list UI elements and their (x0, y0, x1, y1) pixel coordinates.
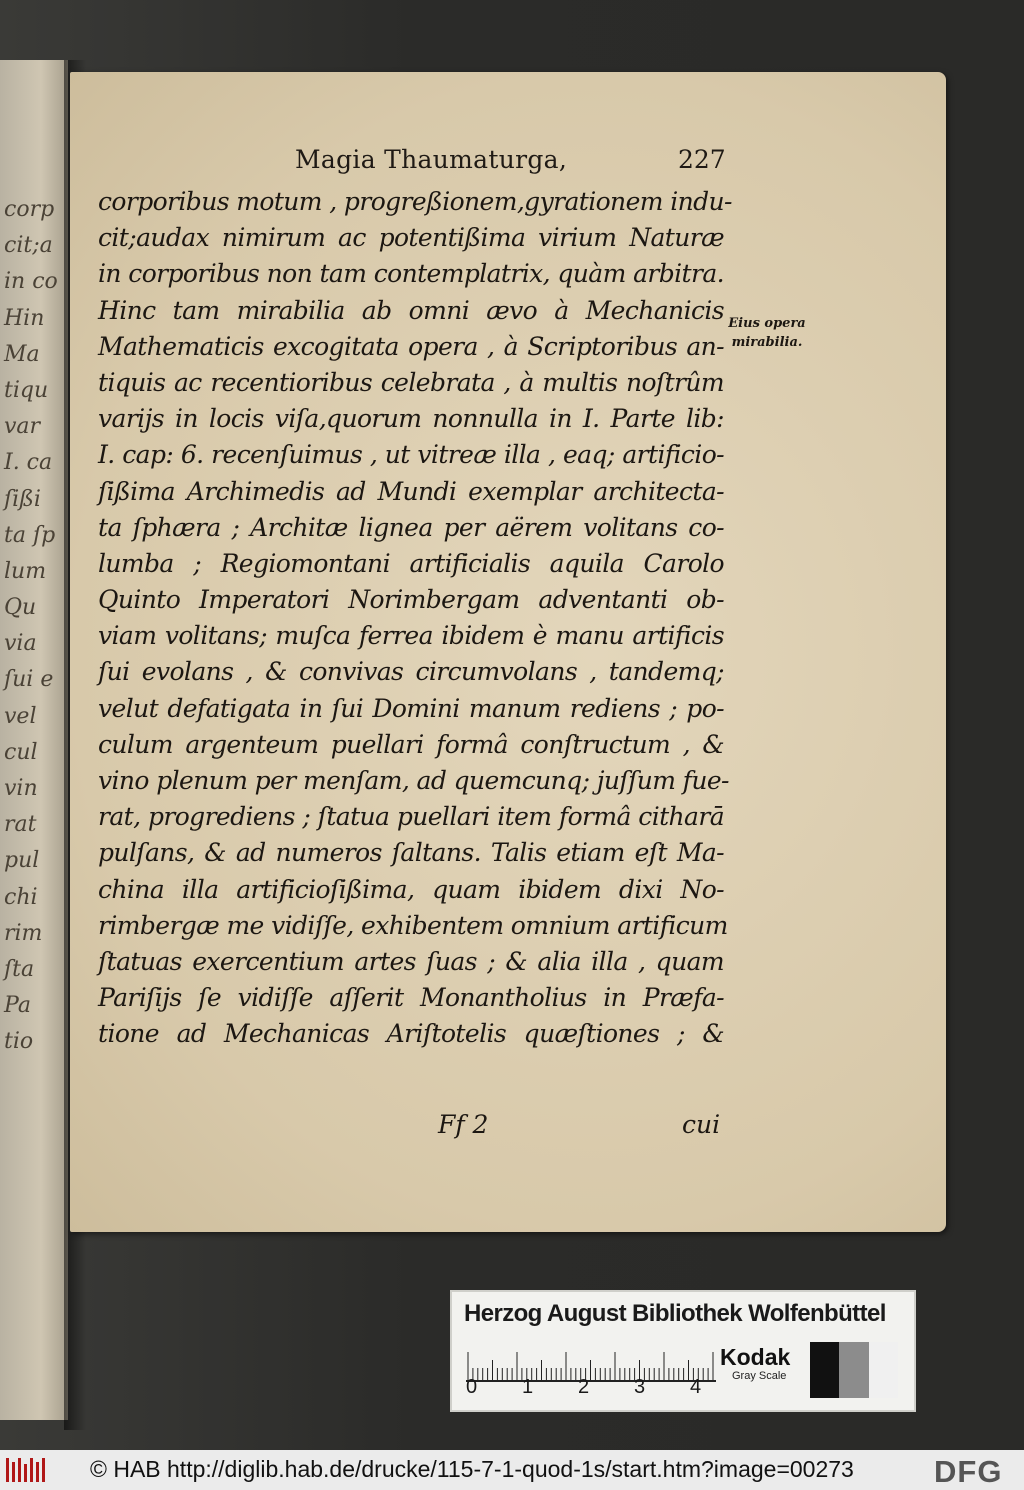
previous-page-fragment: rim (4, 920, 43, 946)
text-line: tione ad Mechanicas Ariſtotelis quæſtiones ; & (98, 1019, 724, 1049)
library-name: Herzog August Bibliothek Wolfenbüttel (464, 1300, 886, 1327)
text-line: ſtatuas exercentium artes ſuas ; & alia illa , quam (98, 946, 724, 976)
text-line: viam volitans; muſca ferrea ibidem è manu artificis (98, 621, 724, 651)
gray-patch (839, 1342, 868, 1398)
previous-page-fragment: ta ſp (4, 522, 56, 548)
previous-page-fragment: corp (4, 197, 55, 222)
ruler-label: 2 (578, 1376, 590, 1398)
text-line: china illa artificioſißima, quam ibidem dixi No- (98, 874, 724, 904)
dfg-logo: DFG (934, 1454, 1003, 1489)
gray-patch (810, 1342, 839, 1398)
previous-page-fragment: in co (4, 269, 58, 295)
text-line: I. cap: 6. recenſuimus , ut vitreæ illa , eaq; artificio- (98, 440, 724, 470)
text-line: rat, progrediens ; ſtatua puellari item formâ citharā (98, 802, 724, 832)
previous-page-fragment: var (4, 414, 41, 440)
text-line: pulſans, & ad numeros ſaltans. Talis etiam eſt Ma- (98, 838, 724, 868)
running-head: Magia Thaumaturga, (295, 145, 568, 174)
previous-page-fragment: cul (4, 739, 38, 765)
previous-page-fragment: rat (4, 812, 37, 838)
text-line: ſißima Archimedis ad Mundi exemplar architecta- (98, 476, 724, 506)
signature-mark: Ff 2 (438, 1110, 489, 1139)
ruler-label: 1 (522, 1376, 534, 1398)
text-line: velut defatigata in ſui Domini manum rediens ; po- (98, 693, 724, 723)
ruler-label: 4 (690, 1376, 702, 1398)
text-line: tiquis ac recentioribus celebrata , à multis noſtrûm (98, 367, 724, 397)
previous-page-fragment: ſißi (4, 486, 41, 512)
gray-patch (869, 1342, 898, 1398)
previous-page-fragment: chi (4, 884, 38, 910)
previous-page-fragment: tio (4, 1029, 34, 1055)
footer-bar (0, 1450, 1024, 1490)
previous-page-fragment: cit;a (4, 233, 53, 259)
previous-page-fragment: pul (4, 848, 40, 874)
text-line: culum argenteum puellari formâ conſtructum , & (98, 729, 724, 759)
text-line: rimbergæ me vidiſſe, exhibentem omnium artificum (98, 910, 728, 940)
text-line: lumba ; Regiomontani artificialis aquila Carolo (98, 548, 724, 578)
previous-page-fragment: ſta (4, 956, 35, 982)
previous-page-fragment: Ma (4, 341, 40, 367)
ruler-labels (466, 1376, 726, 1402)
text-line: in corporibus non tam contemplatrix, quàm arbitra. (98, 259, 724, 289)
book-page (70, 72, 946, 1232)
body-text (98, 184, 732, 1053)
text-line: Quinto Imperatori Norimbergam adventanti ob- (98, 585, 724, 615)
previous-page-fragment: vin (4, 776, 38, 801)
page-number: 227 (678, 145, 726, 174)
marginal-note: Eius opera mirabilia. (728, 316, 806, 350)
catchword: cui (682, 1110, 721, 1139)
kodak-logo: Kodak (720, 1344, 791, 1370)
text-line: vino plenum per menſam, ad quemcunq; juſſum fue- (98, 766, 729, 795)
text-line: Hinc tam mirabilia ab omni ævo à Mechanicis (98, 295, 724, 325)
previous-page-fragment: Hin (4, 305, 45, 331)
previous-page-fragment: vel (4, 703, 37, 729)
gray-scale-label: Gray Scale (732, 1370, 787, 1382)
color-calibration-card (450, 1290, 916, 1412)
previous-page-fragment: tiqu (4, 377, 49, 403)
text-line: Pariſijs ſe vidiſſe aſſerit Monantholius in Præfa- (98, 983, 724, 1013)
previous-page-fragment: lum (4, 558, 47, 584)
previous-page-fragment: I. ca (4, 450, 53, 476)
text-line: ta ſphæra ; Architæ lignea per aërem volitans co- (98, 512, 724, 542)
hab-logo-icon (4, 1456, 50, 1484)
text-line: varijs in locis viſa,quorum nonnulla in I. Parte lib: (98, 404, 724, 434)
previous-page-fragment: Qu (4, 595, 37, 621)
previous-page-edge (0, 60, 68, 1420)
previous-page-fragment: ſui e (4, 667, 54, 693)
previous-page-text (0, 192, 68, 1061)
ruler-label: 3 (634, 1376, 646, 1398)
text-line: corporibus motum , progreßionem,gyrationem indu- (98, 187, 732, 216)
previous-page-fragment: Pa (4, 993, 31, 1019)
ruler-label: 0 (466, 1376, 478, 1398)
ruler-ticks (466, 1338, 716, 1380)
gray-scale-patches (810, 1342, 898, 1398)
text-line: cit;audax nimirum ac potentißima virium Naturæ (98, 223, 724, 253)
previous-page-fragment: via (4, 631, 37, 657)
text-line: ſui evolans , & convivas circumvolans , tandemq; (98, 657, 724, 687)
text-line: Mathematicis excogitata opera , à Scriptoribus an- (98, 331, 724, 361)
source-url[interactable]: © HAB http://diglib.hab.de/drucke/115-7-1-quod-1s/start.htm?image=00273 (90, 1456, 854, 1482)
